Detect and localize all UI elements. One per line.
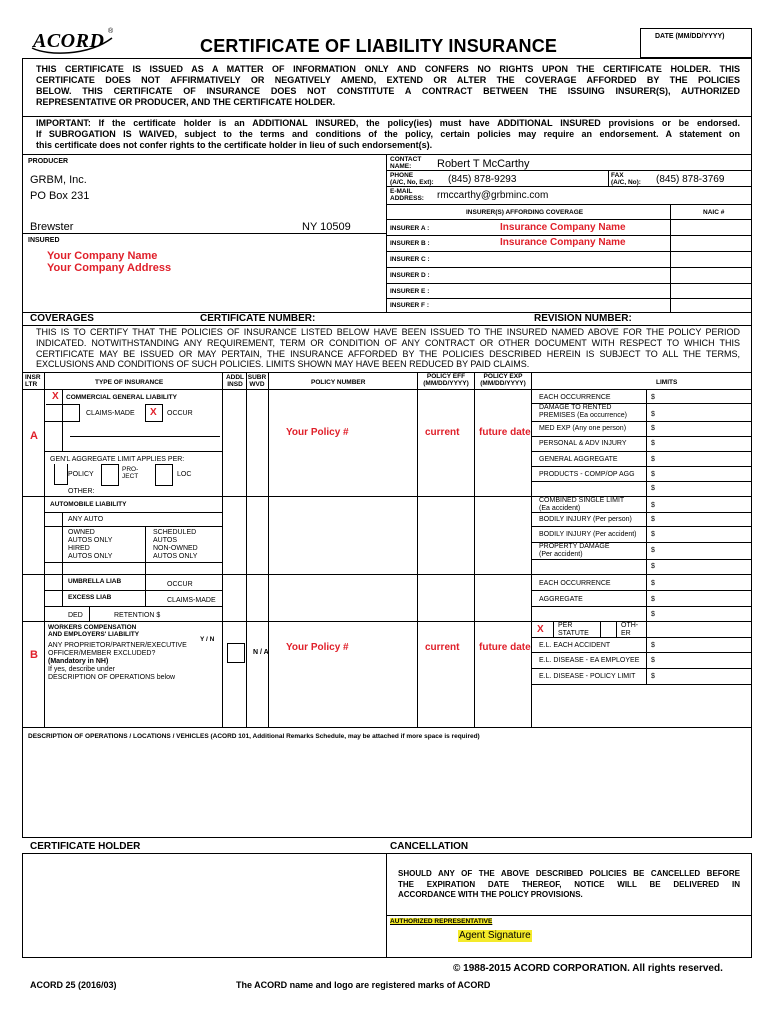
contact-phone[interactable]: (845) 878-9293 <box>448 174 517 185</box>
revision-number-label: REVISION NUMBER: <box>534 313 632 324</box>
umbrella-label: UMBRELLA LIAB <box>68 578 122 585</box>
gl-limit-dollar[interactable]: $ <box>651 394 655 401</box>
wc-policy-number[interactable]: Your Policy # <box>286 642 349 653</box>
umbrella-ded: DED <box>68 612 83 619</box>
coverages-label: COVERAGES <box>30 313 94 324</box>
gl-other-label: OTHER: <box>68 488 95 495</box>
gl-limit-each-occurrence: EACH OCCURRENCE <box>539 394 611 401</box>
gl-blank-check-1[interactable] <box>62 404 80 422</box>
gl-occur-checkbox[interactable] <box>145 404 163 422</box>
wc-yn-label: Y / N <box>200 636 215 643</box>
gl-checkbox[interactable] <box>46 390 63 405</box>
auto-limit-dollar[interactable]: $ <box>651 502 655 509</box>
insurer-a-name[interactable]: Insurance Company Name <box>500 222 626 233</box>
auto-any-auto: ANY AUTO <box>68 516 104 523</box>
wc-limit-disease-employee: E.L. DISEASE - EA EMPLOYEE <box>539 657 640 664</box>
umbrella-limit-agg: AGGREGATE <box>539 596 583 603</box>
gl-mark: X <box>52 391 59 402</box>
gl-policy-number[interactable]: Your Policy # <box>286 427 349 438</box>
producer-address[interactable]: PO Box 231 <box>30 190 90 202</box>
wc-eff-date[interactable]: current <box>425 642 460 653</box>
notice-text-last: REPRESENTATIVE OR PRODUCER, AND THE CERTIFICATE HOLDER. <box>36 97 336 107</box>
auto-limit-dollar[interactable]: $ <box>651 531 655 538</box>
wc-limit-disease-policy: E.L. DISEASE - POLICY LIMIT <box>539 673 636 680</box>
wc-limit-dollar[interactable]: $ <box>651 657 655 664</box>
gl-policy-label: POLICY <box>68 471 94 478</box>
excess-label: EXCESS LIAB <box>68 594 112 601</box>
gl-limit-dollar[interactable]: $ <box>651 471 655 478</box>
wc-limit-each-accident: E.L. EACH ACCIDENT <box>539 642 611 649</box>
insurer-b-name[interactable]: Insurance Company Name <box>500 237 626 248</box>
important-text-last: this certificate does not confer rights to the certificate holder in lieu of such endorsement(s). <box>36 140 433 150</box>
contact-email[interactable]: rmccarthy@grbminc.com <box>437 190 549 201</box>
auto-limit-bi-accident: BODILY INJURY (Per accident) <box>539 531 637 538</box>
gl-eff-date[interactable]: current <box>425 427 460 438</box>
date-box[interactable] <box>640 28 752 58</box>
col-eff: POLICY EFF (MM/DD/YYYY) <box>423 373 469 387</box>
coverages-text-last: EXCLUSIONS AND CONDITIONS OF SUCH POLICIES. LIMITS SHOWN MAY HAVE BEEN REDUCED BY PAID CLAIMS. <box>36 359 530 369</box>
wc-insurer-letter: B <box>30 649 38 661</box>
acord-logo <box>28 28 116 58</box>
gl-agg-label: GEN'L AGGREGATE LIMIT APPLIES PER: <box>50 456 185 463</box>
gl-exp-date[interactable]: future date <box>479 427 531 438</box>
gl-limit-med-exp: MED EXP (Any one person) <box>539 425 627 432</box>
notice-text: THIS CERTIFICATE IS ISSUED AS A MATTER OF INFORMATION ONLY AND CONFERS NO RIGHTS UPON THE CERTIFICATE HOLDER. THIS CERTIFICATE DOES NOT AFFIRMATIVELY OR NEGATIVELY AMEND, EXTEND OR ALTER THE COVERAGE AFFORDED BY THE POLICIES BELOW. THIS CERTIFICATE OF INSURANCE DOES NOT CONSTITUTE A CONTRACT BETWEEN THE ISSUING INSURER(S), AUTHORIZED <box>36 64 740 96</box>
insurer-c-label: INSURER C : <box>390 256 430 263</box>
wc-yn-checkbox[interactable] <box>227 643 245 663</box>
certificate-number-label: CERTIFICATE NUMBER: <box>200 313 316 324</box>
umbrella-limit-each: EACH OCCURRENCE <box>539 580 611 587</box>
col-addl: ADDL INSD <box>225 374 245 388</box>
auto-limit-dollar[interactable]: $ <box>651 547 655 554</box>
insurer-a-label: INSURER A : <box>390 225 430 232</box>
contact-name-label: CONTACT NAME: <box>390 156 422 170</box>
col-exp: POLICY EXP (MM/DD/YYYY) <box>480 373 526 387</box>
auto-limit-dollar[interactable]: $ <box>651 516 655 523</box>
wc-per-statute: PER STATUTE <box>558 622 589 637</box>
gl-claims-made-label: CLAIMS-MADE <box>86 410 135 417</box>
gl-occur-label: OCCUR <box>167 410 193 417</box>
auto-limit-bi-person: BODILY INJURY (Per person) <box>539 516 632 523</box>
gl-project-label: PRO- JECT <box>122 466 139 480</box>
wc-other: OTH- ER <box>621 622 639 637</box>
wc-per-statute-mark[interactable]: X <box>537 624 544 635</box>
cancellation-label: CANCELLATION <box>390 841 469 852</box>
umbrella-claims-made: CLAIMS-MADE <box>167 597 216 604</box>
gl-insurer-letter: A <box>30 430 38 442</box>
insurer-d-label: INSURER D : <box>390 272 430 279</box>
gl-loc-label: LOC <box>177 471 192 478</box>
description-label: DESCRIPTION OF OPERATIONS / LOCATIONS / VEHICLES (ACORD 101, Additional Remarks Schedule, may be attached if more space is required) <box>28 733 480 740</box>
col-limits: LIMITS <box>656 379 678 386</box>
page-title: CERTIFICATE OF LIABILITY INSURANCE <box>200 36 558 56</box>
gl-limit-damage-rented: DAMAGE TO RENTED PREMISES (Ea occurrence) <box>539 404 627 419</box>
contact-fax[interactable]: (845) 878-3769 <box>656 174 725 185</box>
gl-limit-personal-adv: PERSONAL & ADV INJURY <box>539 440 627 447</box>
umbrella-retention: RETENTION $ <box>114 612 161 619</box>
cancellation-text: SHOULD ANY OF THE ABOVE DESCRIBED POLICIES BE CANCELLED BEFORE THE EXPIRATION DATE THEREOF, NOTICE WILL BE DELIVERED IN <box>398 869 740 889</box>
description-area[interactable] <box>24 745 748 833</box>
important-text: IMPORTANT: If the certificate holder is an ADDITIONAL INSURED, the policy(ies) must have ADDITIONAL INSURED provisions or be endorsed. If SUBROGATION IS WAIVED, subject to the terms and conditions of the policy, certain policies may require an endorsement. A statement on <box>36 118 740 139</box>
certificate-holder-label: CERTIFICATE HOLDER <box>30 841 141 852</box>
gl-title: COMMERCIAL GENERAL LIABILITY <box>66 394 177 401</box>
auto-owned: OWNED AUTOS ONLY HIRED AUTOS ONLY <box>68 529 113 560</box>
authorized-rep-label: AUTHORIZED REPRESENTATIVE <box>390 918 493 925</box>
contact-email-label: E-MAIL ADDRESS: <box>390 188 424 202</box>
col-policy-number: POLICY NUMBER <box>311 379 366 386</box>
wc-question: ANY PROPRIETOR/PARTNER/EXECUTIVE OFFICER/MEMBER EXCLUDED? (Mandatory in NH) If yes, describe under DESCRIPTION OF OPERATIONS below <box>48 642 187 681</box>
umbrella-limit-dollar[interactable]: $ <box>651 580 655 587</box>
gl-limit-dollar[interactable]: $ <box>651 440 655 447</box>
gl-loc-checkbox[interactable] <box>155 464 173 486</box>
gl-limit-dollar[interactable]: $ <box>651 411 655 418</box>
producer-name[interactable]: GRBM, Inc. <box>30 174 87 186</box>
insurers-header: INSURER(S) AFFORDING COVERAGE <box>466 209 584 216</box>
producer-state-zip[interactable]: NY 10509 <box>302 221 351 233</box>
insurer-f-label: INSURER F : <box>390 302 429 309</box>
footer-registered-marks: The ACORD name and logo are registered marks of ACORD <box>236 980 491 990</box>
logo-text: ACORD <box>33 30 105 52</box>
producer-label: PRODUCER <box>28 158 69 165</box>
insured-name[interactable]: Your Company Name <box>47 250 158 262</box>
col-insr-ltr: INSR LTR <box>25 374 41 388</box>
auto-limit-dollar[interactable]: $ <box>651 563 655 570</box>
producer-city[interactable]: Brewster <box>30 221 74 233</box>
auto-scheduled: SCHEDULED AUTOS NON-OWNED AUTOS ONLY <box>153 529 198 560</box>
auto-limit-property: PROPERTY DAMAGE (Per accident) <box>539 543 610 558</box>
date-label: DATE (MM/DD/YYYY) <box>655 33 725 40</box>
umbrella-limit-dollar[interactable]: $ <box>651 596 655 603</box>
insurer-e-label: INSURER E : <box>390 288 430 295</box>
contact-phone-label: PHONE (A/C, No, Ext): <box>390 172 434 186</box>
gl-limit-dollar[interactable]: $ <box>651 425 655 432</box>
umbrella-limit-dollar[interactable]: $ <box>651 611 655 618</box>
coverages-text: THIS IS TO CERTIFY THAT THE POLICIES OF INSURANCE LISTED BELOW HAVE BEEN ISSUED TO THE INSURED NAMED ABOVE FOR THE POLICY PERIOD INDICATED. NOTWITHSTANDING ANY REQUIREMENT, TERM OR CONDITION OF ANY CONTRACT OR OTHER DOCUMENT WITH RESPECT TO WHICH THIS CERTIFICATE MAY BE ISSUED OR MAY PERTAIN, THE INSURANCE AFFORDED BY THE POLICIES DESCRIBED HEREIN IS SUBJECT TO ALL THE TERMS, <box>36 327 740 359</box>
gl-project-checkbox[interactable] <box>101 464 119 486</box>
auto-limit-combined: COMBINED SINGLE LIMIT (Ea accident) <box>539 497 625 512</box>
wc-limit-dollar[interactable]: $ <box>651 673 655 680</box>
agent-signature[interactable]: Agent Signature <box>459 930 531 941</box>
gl-policy-checkbox[interactable] <box>54 464 68 485</box>
footer-copyright: © 1988-2015 ACORD CORPORATION. All rights reserved. <box>453 963 723 974</box>
wc-exp-date[interactable]: future date <box>479 642 531 653</box>
umbrella-occur: OCCUR <box>167 581 193 588</box>
insured-address[interactable]: Your Company Address <box>47 262 172 274</box>
col-type: TYPE OF INSURANCE <box>95 379 164 386</box>
insured-label: INSURED <box>28 237 60 244</box>
registered-mark-icon: ® <box>108 28 114 35</box>
naic-label: NAIC # <box>703 209 725 216</box>
gl-limit-dollar[interactable]: $ <box>651 456 655 463</box>
auto-title: AUTOMOBILE LIABILITY <box>50 501 127 508</box>
wc-na: N / A <box>253 649 269 656</box>
gl-occur-mark: X <box>150 407 157 418</box>
wc-limit-dollar[interactable]: $ <box>651 642 655 649</box>
main-form-frame <box>22 58 752 838</box>
certificate-holder-box[interactable] <box>22 853 388 958</box>
gl-limit-products: PRODUCTS - COMP/OP AGG <box>539 471 635 478</box>
col-subr: SUBR WVD <box>247 374 267 388</box>
cancellation-text-last: ACCORDANCE WITH THE POLICY PROVISIONS. <box>398 890 583 899</box>
gl-limit-dollar[interactable]: $ <box>651 485 655 492</box>
contact-fax-label: FAX (A/C, No): <box>611 172 641 186</box>
insurer-b-label: INSURER B : <box>390 240 430 247</box>
contact-name[interactable]: Robert T McCarthy <box>437 158 530 170</box>
wc-title: WORKERS COMPENSATION AND EMPLOYERS' LIABILITY <box>48 624 140 638</box>
footer-form-number: ACORD 25 (2016/03) <box>30 980 117 990</box>
gl-limit-general-agg: GENERAL AGGREGATE <box>539 456 618 463</box>
